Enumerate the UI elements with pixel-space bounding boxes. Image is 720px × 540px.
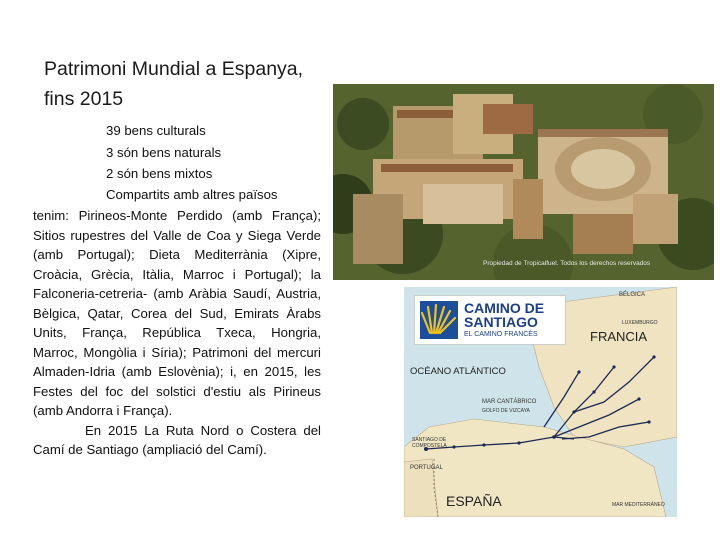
label-belgium: BÉLGICA [619,292,646,298]
label-santiago: SANTIAGO DE COMPOSTELA [412,437,447,449]
camino-logo [414,295,566,345]
body-paragraph [33,206,321,460]
stat-cultural: 39 bens culturals [106,123,206,138]
stat-mixed: 2 són bens mixtos [106,166,213,181]
closing-text: En 2015 La Ruta Nord o Costera del Camí de Santiago (ampliació del Camí). [33,422,321,457]
title-line-1: Patrimoni Mundial a Espanya, [44,58,304,80]
label-spain: ESPAÑA [446,493,502,509]
camino-map [404,287,677,517]
stat-natural: 3 són bens naturals [106,145,222,160]
stat-shared: Compartits amb altres països [106,187,278,202]
label-mediterranean: MAR MEDITERRÁNEO [612,502,665,508]
alhambra-photo [333,84,714,280]
logo-title: CAMINO DE SANTIAGO [464,300,545,330]
label-luxembourg: LUXEMBURGO [622,320,658,326]
label-gulf: GOLFO DE VIZCAYA [482,408,530,414]
photo-credit: Propiedad de Tropicalfuel. Todos los derechos reservados [483,260,651,267]
shared-sites-text: tenim: Pirineos-Monte Perdido (amb França); Sitios rupestres del Valle de Coa y Siega Verde (amb Portugal); Dieta Mediterrània (Xipre, Croàcia, Grècia, Itàlia, Marroc i Portugal); la Falconeria-cetreria- (amb Aràbia Saudí, Austria, Bèlgica, Qatar, Corea del Sud, Emirats Àrabs Units, França, República Txeca, Hongria, Marroc, Mongòlia i Síria); Patrimoni del mercuri Almaden-Idria (amb Eslovènia); i, en 2015, les Festes del foc del solstici d'estiu als Pirineus (amb Andorra i França). [33,208,321,418]
label-cantabrian-sea: MAR CANTÁBRICO [482,399,537,405]
label-ocean: OCÉANO ATLÁNTICO [410,366,506,377]
title-line-2: fins 2015 [44,88,124,110]
slide-title [44,54,374,114]
label-france: FRANCIA [590,329,648,344]
logo-subtitle: EL CAMINO FRANCÉS [464,331,538,338]
scallop-shell-icon [420,301,458,339]
label-portugal: PORTUGAL [410,465,443,471]
